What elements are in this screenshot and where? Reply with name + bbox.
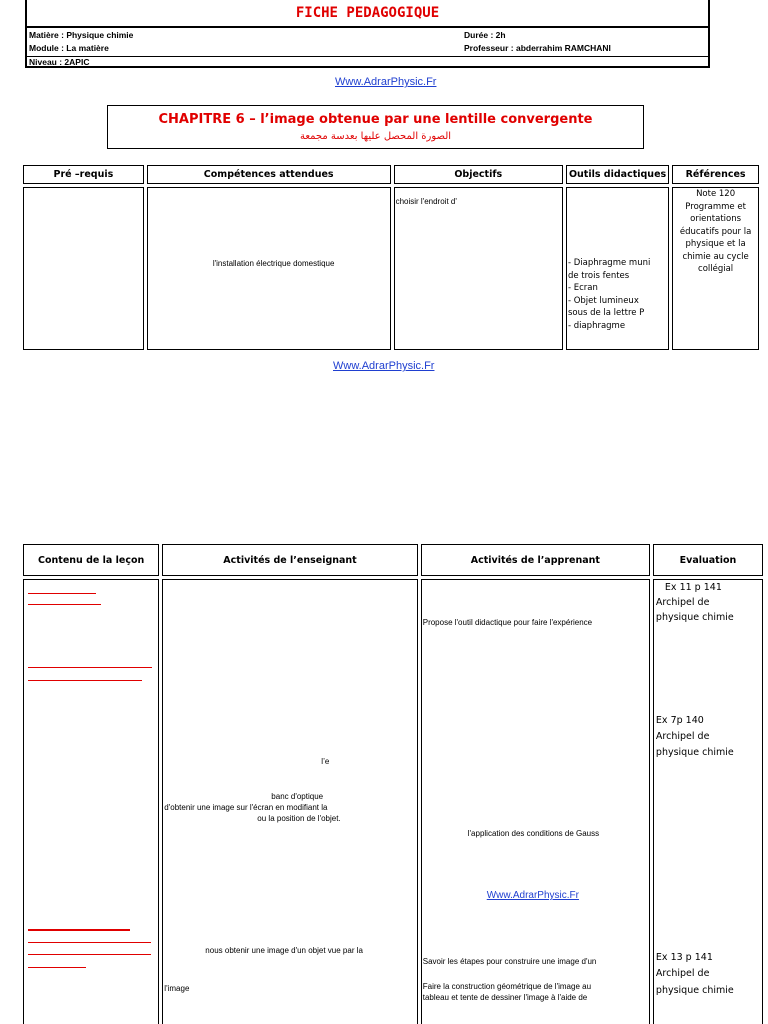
red-underline-mark: [28, 593, 96, 594]
list-item: chimie au cycle: [682, 251, 749, 262]
teacher-text: l’e: [321, 757, 330, 766]
references-list: [673, 188, 758, 276]
column-header: Evaluation: [653, 544, 763, 576]
evaluation-text: physique chimie: [655, 747, 734, 758]
evaluation-text: Archipel de: [655, 968, 710, 979]
site-link-middle[interactable]: Www.AdrarPhysic.Fr: [333, 360, 435, 372]
table-header-row: [23, 165, 759, 184]
evaluation-text: Ex 11 p 141: [664, 582, 722, 593]
list-item: physique et la: [685, 239, 746, 249]
site-link-top[interactable]: Www.AdrarPhysic.Fr: [335, 76, 437, 88]
teacher-text: nous obtenir une image d'un objet vue par la: [205, 946, 363, 955]
references-cell: [672, 187, 759, 350]
list-item: de trois fentes: [567, 270, 630, 281]
list-item: collégial: [698, 264, 734, 274]
evaluation-text: Archipel de: [655, 731, 710, 742]
teacher-text: banc d'optique: [271, 792, 324, 801]
column-header: Activités de l’enseignant: [162, 544, 417, 576]
objectives-cell: [394, 187, 563, 350]
competences-cell: [147, 187, 391, 350]
competences-text: l'installation électrique domestique: [212, 259, 335, 268]
column-header: Outils didactiques: [566, 165, 669, 184]
teacher-text: d'obtenir une image sur l'écran en modifiant la: [164, 803, 328, 812]
evaluation-text: physique chimie: [655, 985, 734, 996]
document-title: FICHE PEDAGOGIQUE: [27, 0, 708, 28]
column-header: Compétences attendues: [147, 165, 391, 184]
evaluation-text: Ex 7p 140: [655, 715, 704, 726]
list-item: - Diaphragme muni: [567, 258, 651, 268]
red-underline-mark: [28, 954, 151, 955]
red-underline-mark: [28, 967, 86, 968]
table-header-row: [23, 544, 763, 576]
list-item: sous de la lettre P: [567, 308, 645, 318]
learner-text: Savoir les étapes pour construire une image d'un: [422, 957, 597, 966]
learner-text: l'application des conditions de Gauss: [467, 829, 600, 838]
teacher-text: ou la position de l'objet.: [257, 814, 341, 823]
list-item: - Ecran: [567, 283, 598, 293]
tools-cell: [566, 187, 669, 350]
red-underline-mark: [28, 604, 101, 605]
header-divider: [27, 56, 708, 57]
list-item: orientations: [690, 214, 742, 224]
header-box: [25, 0, 710, 68]
teacher-label: Professeur : abderrahim RAMCHANI: [464, 43, 611, 53]
list-item: - diaphragme: [567, 320, 626, 331]
prerequisites-cell: [23, 187, 144, 350]
objectives-text: choisir l'endroit d': [395, 197, 457, 206]
tools-list: [568, 257, 668, 332]
teacher-text: l'image: [164, 984, 190, 993]
column-header: Références: [672, 165, 759, 184]
chapter-title: CHAPITRE 6 – l’image obtenue par une lentille convergente: [158, 112, 593, 127]
teacher-activities-cell: [162, 579, 417, 1024]
prerequisites-table: [20, 162, 762, 353]
learner-text: Faire la construction géométrique de l'image au: [422, 982, 592, 991]
table-row: [23, 187, 759, 350]
evaluation-text: Archipel de: [655, 597, 710, 608]
red-underline-mark: [28, 680, 142, 681]
lesson-content-cell: [23, 579, 159, 1024]
learner-activities-cell: [421, 579, 650, 1024]
evaluation-text: Ex 13 p 141: [655, 952, 713, 963]
column-header: Activités de l’apprenant: [421, 544, 650, 576]
evaluation-text: physique chimie: [655, 612, 734, 623]
table-row: [23, 579, 763, 1024]
red-underline-mark: [28, 929, 130, 931]
lesson-table: [20, 541, 766, 1024]
list-item: - Objet lumineux: [567, 295, 639, 306]
learner-text: tableau et tente de dessiner l'image à l'aide de: [422, 993, 588, 1002]
site-link-table[interactable]: Www.AdrarPhysic.Fr: [486, 890, 579, 901]
list-item: éducatifs pour la: [679, 226, 752, 237]
subject-label: Matière : Physique chimie: [29, 30, 134, 40]
chapter-box: [107, 105, 644, 149]
learner-text: Propose l'outil didactique pour faire l'expérience: [422, 618, 593, 627]
column-header: Pré –requis: [23, 165, 144, 184]
chapter-arabic-title: الصورة المحصل عليها بعدسة مجمعة: [299, 131, 452, 142]
list-item: Programme et: [685, 201, 746, 212]
red-underline-mark: [28, 667, 152, 668]
module-label: Module : La matière: [29, 43, 109, 53]
duration-label: Durée : 2h: [464, 30, 506, 40]
level-label: Niveau : 2APIC: [29, 57, 90, 67]
evaluation-cell: [653, 579, 763, 1024]
column-header: Contenu de la leçon: [23, 544, 159, 576]
list-item: Note 120: [696, 189, 736, 199]
red-underline-mark: [28, 942, 151, 943]
column-header: Objectifs: [394, 165, 563, 184]
